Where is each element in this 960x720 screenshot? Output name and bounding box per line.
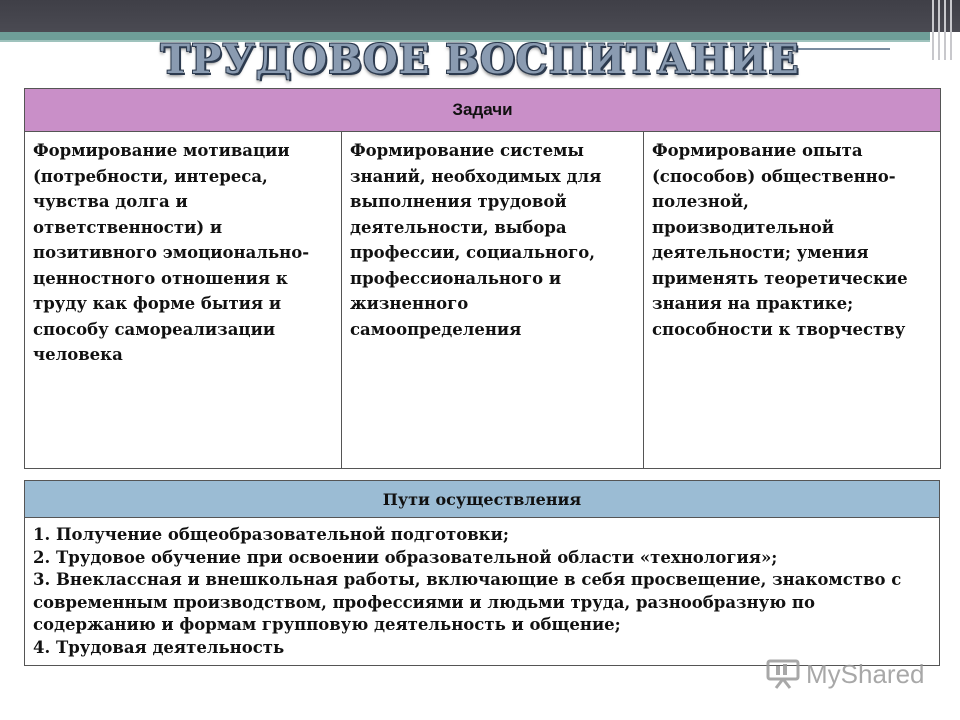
slide-title: ТРУДОВОЕ ВОСПИТАНИЕ bbox=[160, 36, 800, 83]
task-cell-knowledge: Формирование системы знаний, необходимых для выполнения трудовой деятельности, выбора профессии, социального, профессионального и жизненного самоопределения bbox=[342, 132, 644, 469]
presentation-board-icon bbox=[766, 659, 800, 689]
list-item: 1. Получение общеобразовательной подготовки; bbox=[33, 525, 509, 544]
watermark bbox=[766, 656, 925, 692]
ways-table bbox=[24, 480, 940, 666]
task-cell-motivation: Формирование мотивации (потребности, интереса, чувства долга и ответственности) и позитивного эмоционально-ценностного отношения к труду как форме бытия и способу самореализации человека bbox=[25, 132, 342, 469]
tasks-table bbox=[24, 88, 941, 469]
tasks-header: Задачи bbox=[25, 89, 941, 132]
list-item: 2. Трудовое обучение при освоении образовательной области «технология»; bbox=[33, 547, 778, 567]
ways-header: Пути осуществления bbox=[25, 481, 940, 518]
watermark-text: MyShared bbox=[806, 658, 925, 689]
top-bar bbox=[0, 0, 960, 32]
task-cell-experience: Формирование опыта (способов) общественно-полезной, производительной деятельности; умения применять теоретические знания на практике; способности к творчеству bbox=[644, 132, 941, 469]
list-item: 4. Трудовая деятельность bbox=[33, 637, 285, 657]
list-item: 3. Внеклассная и внешкольная работы, включающие в себя просвещение, знакомство с современным производством, профессиями и людьми труда, разнообразную по содержанию и формам групповую деятельность и общение; bbox=[33, 570, 902, 634]
ways-list bbox=[25, 518, 940, 666]
